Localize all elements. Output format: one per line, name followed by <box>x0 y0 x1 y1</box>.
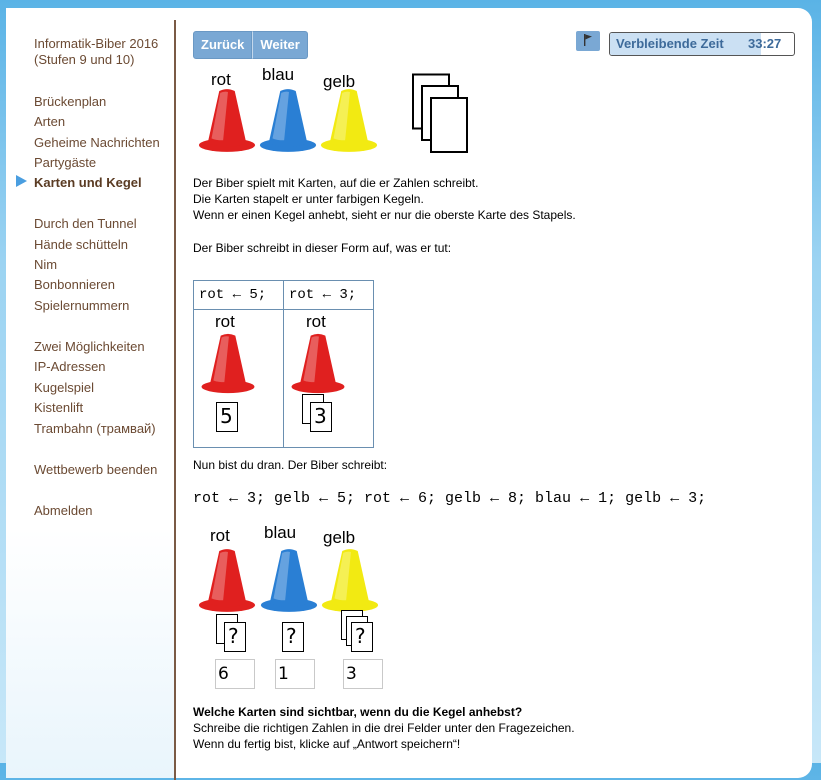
task-cone-label-rot: rot <box>210 526 230 545</box>
red-cone-icon <box>198 546 256 614</box>
intro-text-1: Der Biber spielt mit Karten, auf die er Zahlen schreibt. <box>193 176 479 190</box>
example-cone-label-1: rot <box>215 312 235 331</box>
cone-label-rot: rot <box>211 70 231 89</box>
sidebar-divider <box>174 20 176 780</box>
sidebar-fade <box>6 528 174 778</box>
logout-link[interactable]: Abmelden <box>34 503 93 518</box>
time-remaining <box>609 32 795 56</box>
back-button[interactable]: Zurück <box>193 31 252 59</box>
sidebar-item-zwei-moeglichkeiten[interactable]: Zwei Möglichkeiten <box>34 339 145 354</box>
example-code-2: rot ← 3; <box>284 281 374 310</box>
blue-stack-top-card <box>282 622 304 652</box>
task-question: Welche Karten sind sichtbar, wenn du die Kegel anhebst? <box>193 705 523 719</box>
task-navigation <box>193 31 308 57</box>
blue-cone-icon <box>260 546 318 614</box>
end-contest-link[interactable]: Wettbewerb beenden <box>34 462 158 477</box>
example-cone-label-2: rot <box>306 312 326 331</box>
sidebar-item-geheime-nachrichten[interactable]: Geheime Nachrichten <box>34 135 160 150</box>
sidebar-item-nim[interactable]: Nim <box>34 257 58 272</box>
example-card-1 <box>216 402 238 432</box>
cone-label-blau: blau <box>262 65 295 84</box>
sidebar-item-brueckenplan[interactable]: Brückenplan <box>34 94 107 109</box>
task-code: rot ← 3; gelb ← 5; rot ← 6; gelb ← 8; blau ← 1; gelb ← 3; <box>193 490 707 507</box>
contest-title <box>34 36 158 68</box>
example-card-2 <box>310 402 332 432</box>
flag-button[interactable] <box>576 31 600 51</box>
next-button[interactable]: Weiter <box>252 31 308 59</box>
blue-cone-icon <box>259 86 317 154</box>
red-stack-top-card <box>224 622 246 652</box>
sidebar <box>6 8 174 528</box>
answer-input-blau[interactable] <box>275 659 315 689</box>
task-cone-label-gelb: gelb <box>323 528 356 547</box>
sidebar-item-karten-und-kegel[interactable]: Karten und Kegel <box>34 175 142 190</box>
sidebar-item-durch-den-tunnel[interactable]: Durch den Tunnel <box>34 216 137 231</box>
red-cone-icon <box>289 332 347 394</box>
blue-card-mark: ? <box>286 624 297 648</box>
sidebar-item-arten[interactable]: Arten <box>34 114 66 129</box>
sidebar-item-ip-adressen[interactable]: IP-Adressen <box>34 359 106 374</box>
example-card-2-value: 3 <box>314 404 327 428</box>
sidebar-item-spielernummern[interactable]: Spielernummern <box>34 298 130 313</box>
task-intro: Nun bist du dran. Der Biber schreibt: <box>193 458 388 472</box>
sidebar-item-bonbonnieren[interactable]: Bonbonnieren <box>34 277 115 292</box>
example-pic-1 <box>194 310 284 448</box>
sidebar-item-kugelspiel[interactable]: Kugelspiel <box>34 380 94 395</box>
sidebar-item-haende-schuetteln[interactable]: Hände schütteln <box>34 237 128 252</box>
example-card-1-value: 5 <box>220 404 233 428</box>
intro-text-3: Wenn er einen Kegel anhebt, sieht er nur die oberste Karte des Stapels. <box>193 208 576 222</box>
contest-title-line2: (Stufen 9 und 10) <box>34 52 135 67</box>
time-remaining-label: Verbleibende Zeit <box>616 36 724 51</box>
answer-input-gelb[interactable] <box>343 659 383 689</box>
time-remaining-value: 33:27 <box>748 36 782 51</box>
answer-input-rot[interactable] <box>215 659 255 689</box>
yellow-card-mark: ? <box>355 624 366 648</box>
example-code-1: rot ← 5; <box>194 281 284 310</box>
contest-title-line1: Informatik-Biber 2016 <box>34 36 159 51</box>
sidebar-item-trambahn[interactable]: Trambahn (трамвай) <box>34 421 156 436</box>
red-cone-icon <box>198 86 256 154</box>
card-stack-icon <box>411 73 471 155</box>
yellow-cone-icon <box>320 86 378 154</box>
yellow-cone-icon <box>321 546 379 614</box>
main-panel <box>6 8 812 778</box>
intro-text-2: Die Karten stapelt er unter farbigen Kegeln. <box>193 192 424 206</box>
task-cone-label-blau: blau <box>264 523 297 542</box>
example-table <box>193 280 374 448</box>
current-task-arrow-icon <box>16 175 27 187</box>
intro-text-4: Der Biber schreibt in dieser Form auf, was er tut: <box>193 241 452 255</box>
sidebar-item-partygaeste[interactable]: Partygäste <box>34 155 97 170</box>
sidebar-item-kistenlift[interactable]: Kistenlift <box>34 400 84 415</box>
task-hint-1: Schreibe die richtigen Zahlen in die drei Felder unter den Fragezeichen. <box>193 721 575 735</box>
task-hint-2: Wenn du fertig bist, klicke auf „Antwort speichern“! <box>193 737 461 751</box>
cone-label-gelb: gelb <box>323 72 356 91</box>
flag-icon <box>583 34 593 46</box>
example-pic-2 <box>284 310 374 448</box>
yellow-stack-top-card <box>351 622 373 652</box>
red-cone-icon <box>199 332 257 394</box>
red-card-mark: ? <box>228 624 239 648</box>
